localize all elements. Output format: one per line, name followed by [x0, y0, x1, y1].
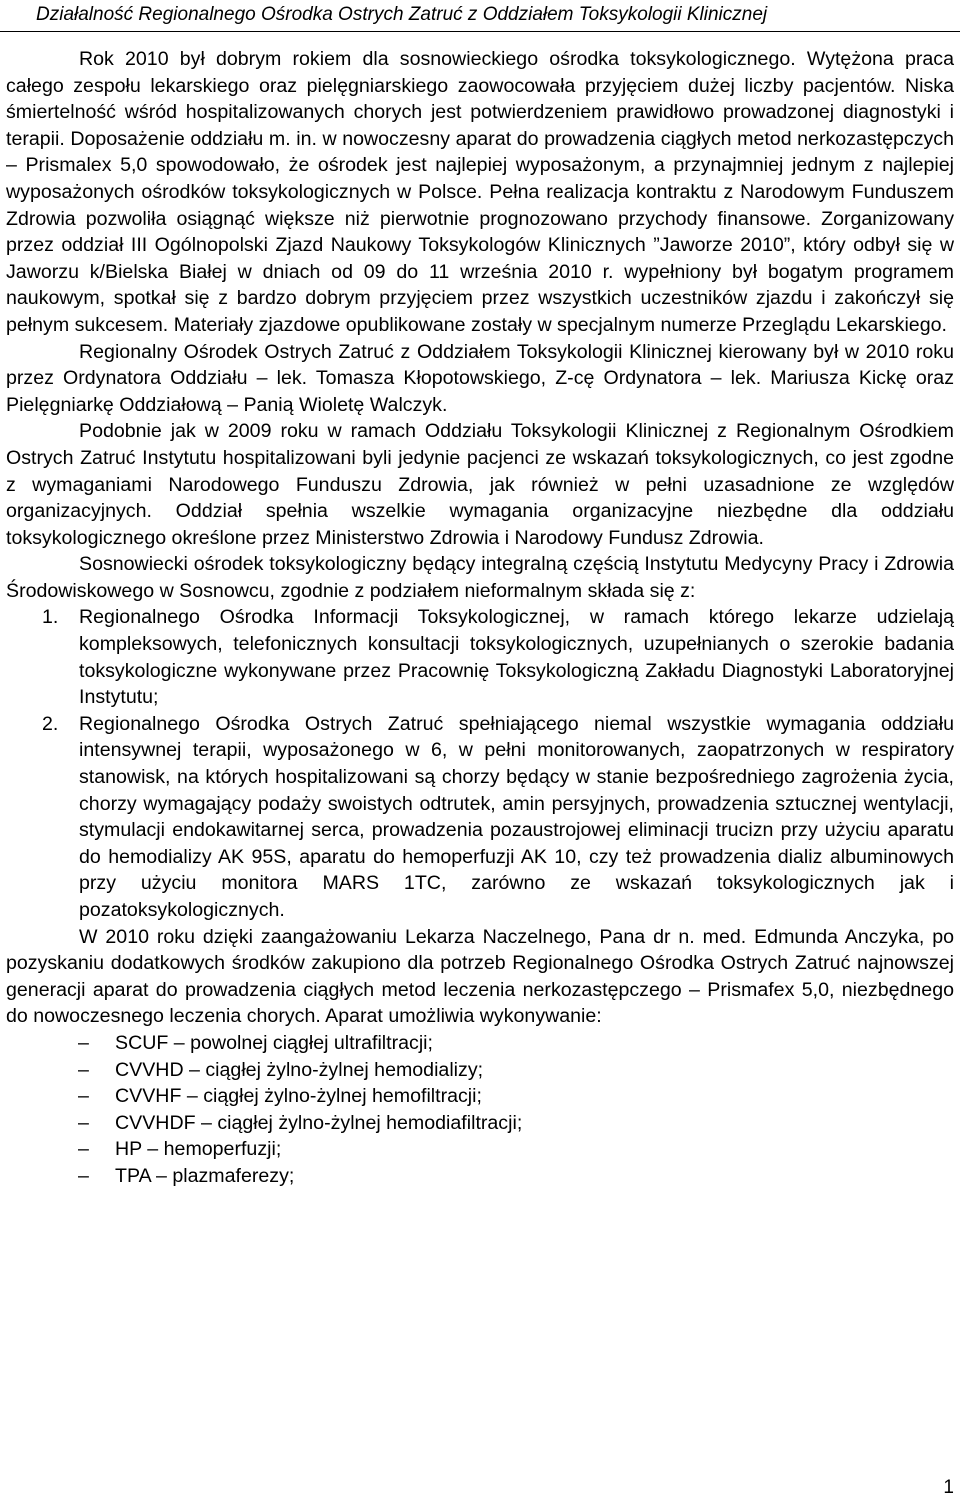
dash-marker: – [78, 1058, 89, 1081]
dash-marker: – [78, 1031, 89, 1054]
header-divider [0, 31, 960, 32]
document-title: Działalność Regionalnego Ośrodka Ostrych Zatruć z Oddziałem Toksykologii Klinicznej [36, 4, 768, 25]
page-header [0, 0, 960, 34]
list-item-number: 1. [42, 606, 59, 629]
list-item [42, 1057, 954, 1084]
list-item-text: HP – hemoperfuzji; [115, 1138, 282, 1161]
list-item [42, 1083, 954, 1110]
paragraph-hospitalization: Podobnie jak w 2009 roku w ramach Oddziału Toksykologii Klinicznej z Regionalnym Ośrodkiem Ostrych Zatruć Instytutu hospitalizowani byli jedynie pacjenci ze wskazań toksykologicznych, co jest zgodne z wymaganiami Narodowego Funduszu Zdrowia, jak również w pełni uzasadnione ze względów organizacyjnych. Oddział spełnia wszelkie wymagania organizacyjne niezbędne dla oddziału toksykologicznego określone przez Ministerstwo Zdrowia i Narodowy Fundusz Zdrowia. [6, 420, 954, 549]
list-item [6, 604, 954, 710]
page-number: 1 [943, 1477, 954, 1498]
list-item-text: CVVHDF – ciągłej żylno-żylnej hemodiafiltracji; [115, 1111, 523, 1134]
list-item [42, 1110, 954, 1137]
list-item-text: Regionalnego Ośrodka Informacji Toksykologicznej, w ramach którego lekarze udzielają kompleksowych, telefonicznych konsultacji toksykologicznych, uzupełnianych o szerokie badania toksykologiczne wykonywane przez Pracownię Toksykologiczną Zakładu Diagnostyki Laboratoryjnej Instytutu; [79, 606, 954, 709]
list-item [6, 711, 954, 924]
paragraph-equipment: W 2010 roku dzięki zaangażowaniu Lekarza Naczelnego, Pana dr n. med. Edmunda Anczyka, po pozyskaniu dodatkowych środków zakupiono dla potrzeb Regionalnego Ośrodka Ostrych Zatruć najnowszej generacji aparat do prowadzenia ciągłych metod leczenia nerkozastępczego – Prismafex 5,0, niezbędnego do nowoczesnego leczenia chorych. Aparat umożliwia wykonywanie: [6, 925, 954, 1028]
dash-marker: – [78, 1085, 89, 1108]
numbered-list [6, 604, 954, 923]
dash-marker: – [78, 1164, 89, 1187]
list-item [42, 1136, 954, 1163]
paragraph-management: Regionalny Ośrodek Ostrych Zatruć z Oddziałem Toksykologii Klinicznej kierowany był w 2010 roku przez Ordynatora Oddziału – lek. Tomasza Kłopotowskiego, Z-cę Ordynatora – lek. Mariusza Kickę oraz Pielęgniarkę Oddziałową – Panią Wioletę Walczyk. [6, 340, 954, 416]
paragraph-intro: Rok 2010 był dobrym rokiem dla sosnowieckiego ośrodka toksykologicznego. Wytężona praca całego zespołu lekarskiego oraz pielęgniarskiego zaowocowała przyjęciem dużej liczby pacjentów. Niska śmiertelność wśród hospitalizowanych chorych jest potwierdzeniem prawidłowo prowadzonej diagnostyki i terapii. Doposażenie oddziału m. in. w nowoczesny aparat do prowadzenia ciągłych metod nerkozastępczych – Prismalex 5,0 spowodowało, że ośrodek jest najlepiej wyposażonym, a przynajmniej jednym z najlepiej wyposażonych ośrodków toksykologicznych w Polsce. Pełna realizacja kontraktu z Narodowym Funduszem Zdrowia pozwoliła osiągnąć większe niż pierwotnie prognozowano przychody finansowe. Zorganizowany przez oddział III Ogólnopolski Zjazd Naukowy Toksykologów Klinicznych ”Jaworze 2010”, który odbył się w Jaworzu k/Bielska Białej w dniach od 09 do 11 września 2010 r. wypełniony był bogatym programem naukowym, spotkał się z bardzo dobrym przyjęciem przez wszystkich uczestników zjazdu i zakończył się pełnym sukcesem. Materiały zjazdowe opublikowane zostały w specjalnym numerze Przeglądu Lekarskiego. [6, 48, 954, 336]
list-item-text: TPA – plazmaferezy; [115, 1164, 295, 1187]
dash-marker: – [78, 1111, 89, 1134]
dash-list [42, 1030, 954, 1190]
document-body [6, 46, 954, 1190]
list-item-text: CVVHD – ciągłej żylno-żylnej hemodializy; [115, 1058, 484, 1081]
list-item-number: 2. [42, 712, 59, 735]
dash-marker: – [78, 1138, 89, 1161]
paragraph-structure: Sosnowiecki ośrodek toksykologiczny będący integralną częścią Instytutu Medycyny Pracy i Zdrowia Środowiskowego w Sosnowcu, zgodnie z podziałem nieformalnym składa się z: [6, 553, 954, 602]
list-item-text: Regionalnego Ośrodka Ostrych Zatruć spełniającego niemal wszystkie wymagania oddziału intensywnej terapii, wyposażonego w 6, w pełni monitorowanych, zaopatrzonych w respiratory stanowisk, na których hospitalizowani są chorzy będący w stanie bezpośredniego zagrożenia życia, chorzy wymagający podaży swoistych odtrutek, amin persyjnych, prowadzenia sztucznej wentylacji, stymulacji endokawitarnej serca, prowadzenia pozaustrojowej eliminacji trucizn przy użyciu aparatu do hemodializy AK 95S, aparatu do hemoperfuzji AK 10, czy też prowadzenia dializ albuminowych przy użyciu monitora MARS 1TC, zarówno ze wskazań toksykologicznych jak i pozatoksykologicznych. [79, 712, 954, 921]
list-item [42, 1030, 954, 1057]
list-item-text: SCUF – powolnej ciągłej ultrafiltracji; [115, 1031, 433, 1054]
list-item [42, 1163, 954, 1190]
list-item-text: CVVHF – ciągłej żylno-żylnej hemofiltracji; [115, 1085, 482, 1108]
